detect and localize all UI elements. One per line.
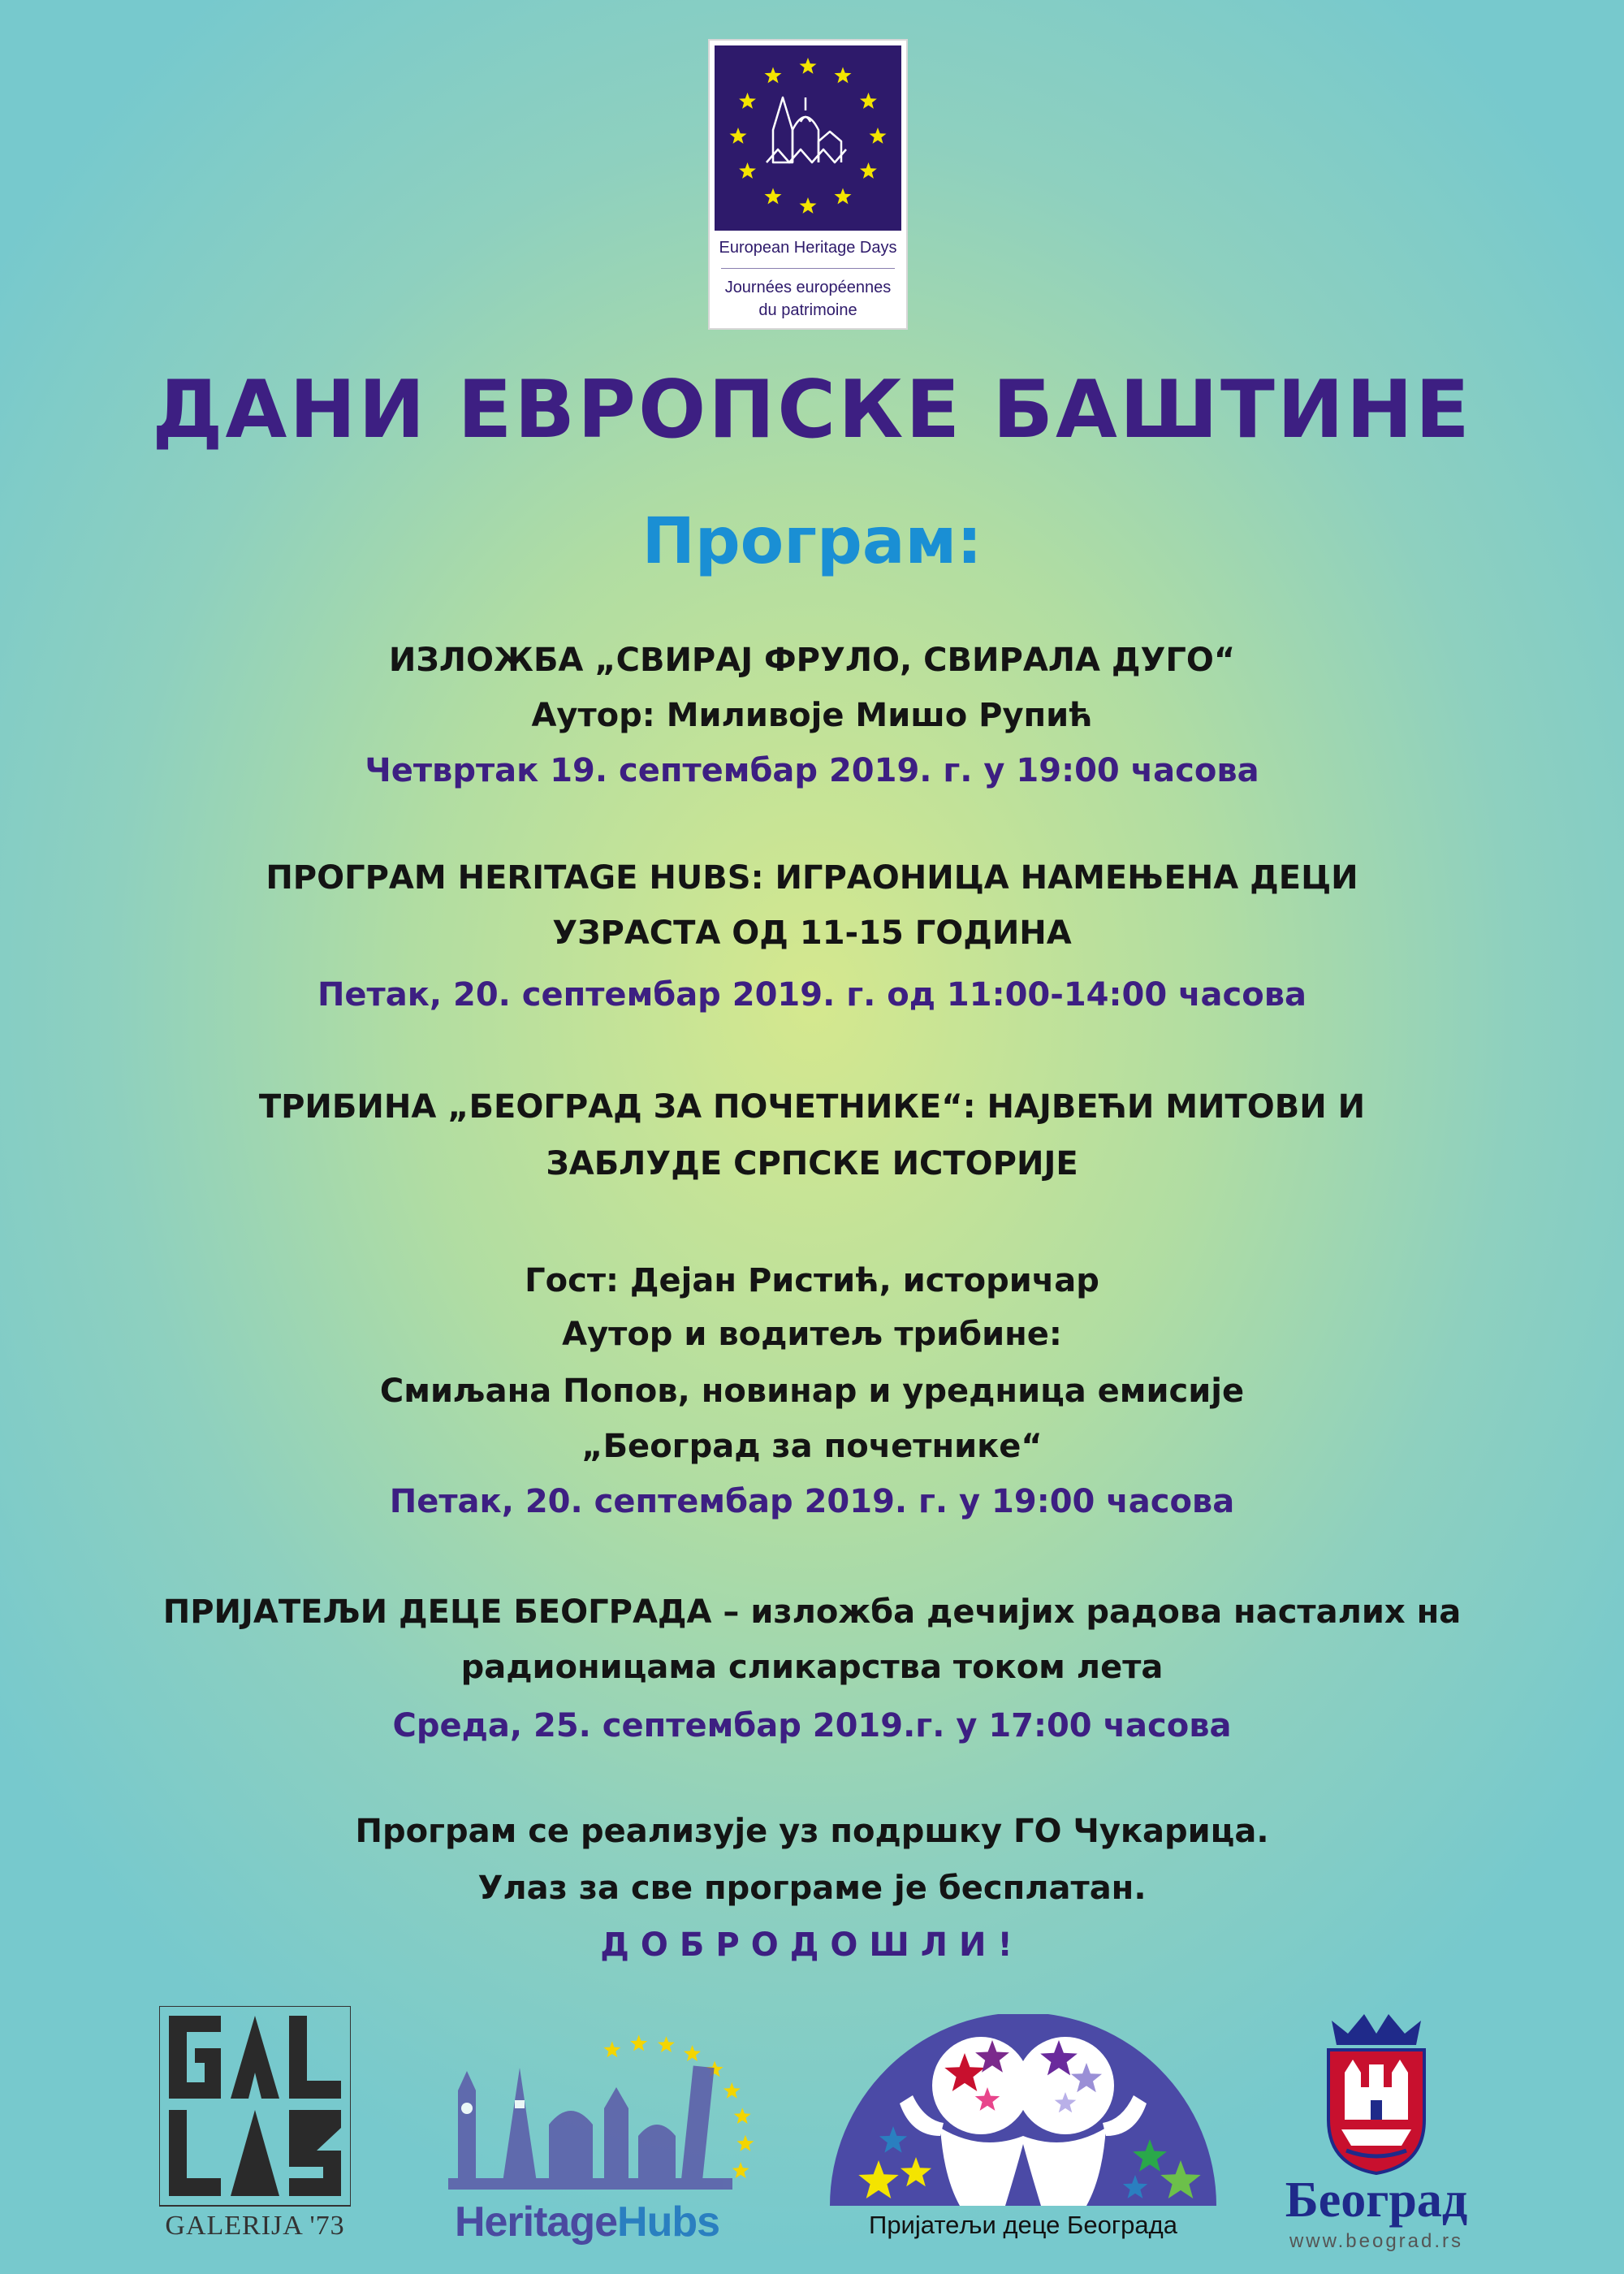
ehd-star-icon [860,162,877,179]
ehd-star-icon [860,93,877,109]
galerija-logo-text: GALERIJA '73 [165,2211,345,2241]
galerija-73-logo [159,2006,351,2250]
event-3-show-name: „Београд за почетнике“ [581,1428,1043,1465]
ehd-star-icon [800,58,817,74]
welcome-text: ДОБРОДОШЛИ! [600,1926,1024,1964]
event-4-title-line1: ПРИЈАТЕЉИ ДЕЦЕ БЕОГРАДА – изложба дечијих радова насталих на [162,1593,1462,1631]
event-3-title-line2: ЗАБЛУДЕ СРПСКЕ ИСТОРИЈЕ [546,1145,1078,1182]
heritagehubs-star-icon [658,2036,675,2052]
ehd-star-icon [835,188,852,205]
event-3-title-line1: ТРИБИНА „БЕОГРАД ЗА ПОЧЕТНИКЕ“: НАЈВЕЋИ МИТОВИ И [258,1088,1366,1126]
ehd-star-icon [870,128,887,144]
ehd-caption-french-line2: du patrimoine [758,301,857,319]
heritagehubs-star-icon [734,2108,751,2124]
event-1-author: Аутор: Миливоје Мишо Рупић [531,697,1093,734]
heritagehubs-star-icon [723,2082,741,2099]
heritagehubs-star-icon [630,2035,647,2051]
support-note: Програм се реализује уз подршку ГО Чукарица. [355,1813,1269,1850]
heritagehubs-star-icon [737,2135,754,2151]
ehd-star-icon [800,197,817,214]
program-heading: Програм: [641,505,983,578]
event-3-host-label: Аутор и водитељ трибине: [562,1316,1062,1353]
ehd-star-icon [765,67,782,84]
galerija-emblem-icon [159,2006,351,2209]
event-2-date: Петак, 20. септембар 2019. г. од 11:00-14:00 часова [317,976,1307,1014]
event-3-date: Петак, 20. септембар 2019. г. у 19:00 часова [389,1483,1235,1520]
ehd-star-icon [739,162,756,179]
ehd-caption-french [710,276,906,322]
beograd-coat-of-arms-icon [1267,2006,1486,2177]
heritagehubs-logo [445,2019,762,2255]
heritagehubs-wordmark-heritage: Heritage [454,2198,618,2246]
ehd-star-icon [739,93,756,109]
event-1-date: Четвртак 19. септембар 2019. г. у 19:00 часова [365,752,1259,789]
heritagehubs-wordmark [445,2198,729,2246]
ehd-caption-english: European Heritage Days [719,239,897,257]
ehd-star-icon [730,128,747,144]
beograd-logo-text: Београд [1285,2172,1468,2228]
free-entry-note: Улаз за све програме је бесплатан. [477,1870,1147,1907]
beograd-city-logo [1267,2006,1486,2250]
prijatelji-emblem-icon [822,2014,1224,2209]
european-heritage-days-logo [708,39,908,330]
prijatelji-dece-beograda-logo [822,2014,1224,2250]
event-1-title: ИЗЛОЖБА „СВИРАЈ ФРУЛО, СВИРАЛА ДУГО“ [388,642,1236,679]
event-3-host: Смиљана Попов, новинар и уредница емисије [379,1373,1245,1410]
heritagehubs-wordmark-hubs: Hubs [617,2198,720,2246]
ehd-caption-french-line1: Journées européennes [724,279,892,296]
beograd-logo-url: www.beograd.rs [1289,2230,1464,2252]
event-2-title-line2: УЗРАСТА ОД 11-15 ГОДИНА [552,914,1072,952]
ehd-caption-divider [721,268,895,269]
ehd-emblem-icon [710,41,906,236]
ehd-star-icon [765,188,782,205]
heritagehubs-star-icon [684,2045,701,2061]
heritagehubs-star-icon [603,2041,620,2057]
event-3-guest: Гост: Дејан Ристић, историчар [525,1262,1099,1299]
heritagehubs-star-icon [732,2162,749,2178]
ehd-star-icon [835,67,852,84]
event-4-date: Среда, 25. септембар 2019.г. у 17:00 часова [392,1707,1232,1744]
prijatelji-logo-text: Пријатељи деце Београда [869,2211,1177,2239]
page-title: ДАНИ ЕВРОПСКЕ БАШТИНЕ [152,364,1472,456]
event-4-title-line2: радионицама сликарства током лета [460,1649,1164,1686]
event-2-title-line1: ПРОГРАМ HERITAGE HUBS: ИГРАОНИЦА НАМЕЊЕНА ДЕЦИ [266,859,1358,897]
